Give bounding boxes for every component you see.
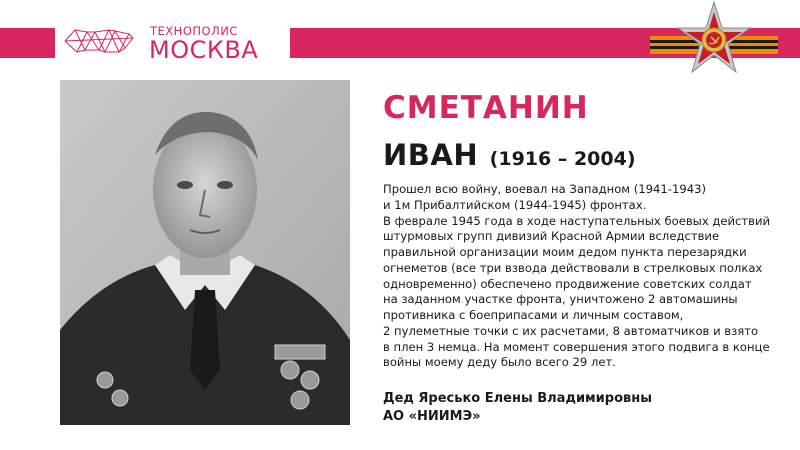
- bio-line: и 1м Прибалтийском (1944-1945) фронтах.: [383, 197, 647, 212]
- logo-text-big: МОСКВА: [149, 36, 259, 64]
- bio-line: одновременно) обеспечено продвижение советских солдат: [383, 276, 752, 291]
- biography-text: [383, 182, 783, 371]
- bio-line: в плен 3 немца. На момент совершения этого подвига в конце: [383, 339, 770, 354]
- technopolis-logo: [55, 14, 290, 70]
- bio-line: огнеметов (все три взвода действовали в стрелковых полках: [383, 260, 763, 275]
- surname: СМЕТАНИН: [383, 90, 589, 126]
- organization-caption: АО «НИИМЭ»: [383, 409, 481, 424]
- bio-line: 2 пулеметные точки с их расчетами, 8 автоматчиков и взято: [383, 323, 759, 338]
- bio-line: Прошел всю войну, воевал на Западном (1941-1943): [383, 182, 706, 196]
- relative-caption: Дед Яресько Елены Владимировны: [383, 391, 652, 406]
- veteran-portrait-photo: [60, 80, 350, 425]
- first-name: ИВАН: [383, 138, 479, 172]
- name-line: [383, 138, 636, 172]
- order-of-patriotic-war-icon: [650, 0, 778, 88]
- bio-line: на заданном участке фронта, уничтожено 2 автомашины: [383, 292, 738, 307]
- life-years: (1916 – 2004): [489, 148, 636, 170]
- logo-text-small: ТЕХНОПОЛИС: [150, 24, 238, 38]
- bio-line: правильной организации моим дедом пункта перезарядки: [383, 245, 747, 259]
- bio-line: штурмовых групп дивизий Красной Армии вследствие: [383, 229, 720, 244]
- bio-line: В феврале 1945 года в ходе наступательных боевых действий: [383, 213, 771, 228]
- bio-line: войны моему деду было всего 29 лет.: [383, 355, 616, 370]
- bio-line: противника с боеприпасами и личным составом,: [383, 308, 684, 322]
- network-lines-icon: [63, 26, 135, 56]
